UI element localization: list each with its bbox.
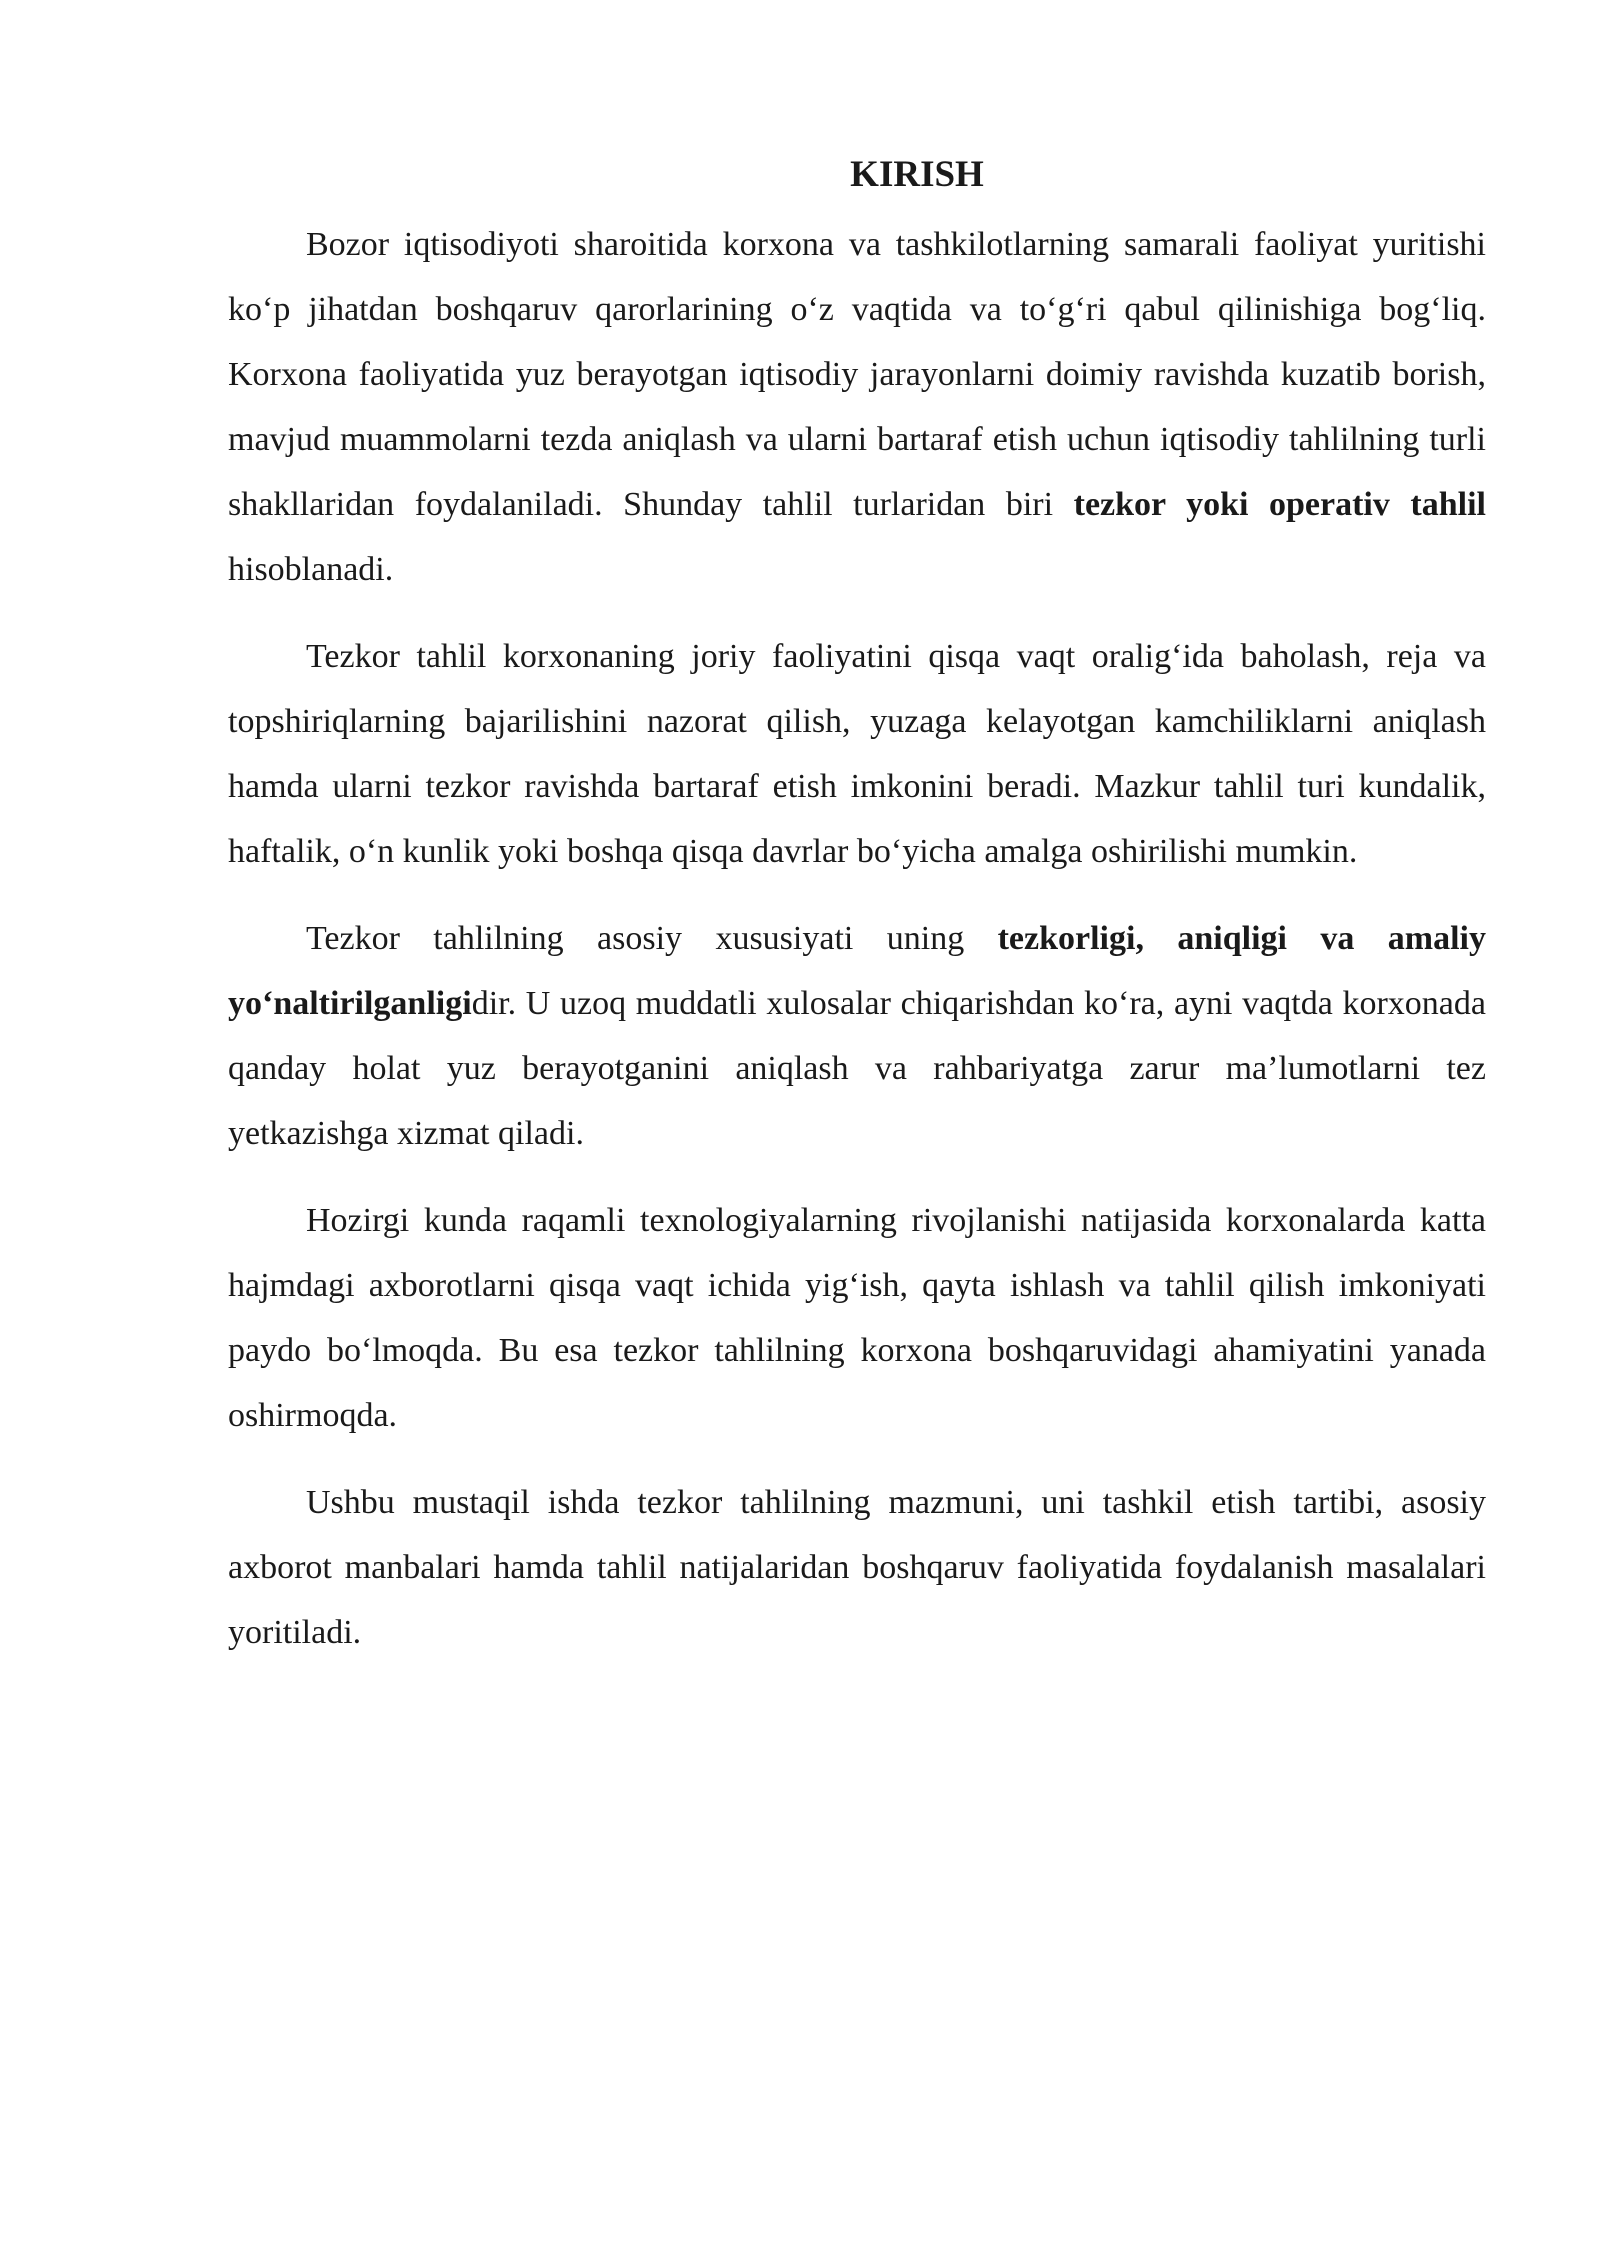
paragraph-3-text-end: dir. U uzoq muddatli xulosalar chiqarishdan ko‘ra, ayni vaqtda korxonada qanday holat yuz berayotganini aniqlash va rahbariyatga zarur ma’lumotlarni tez yetkazishga xizmat qiladi.	[228, 985, 1486, 1152]
paragraph-2: Tezkor tahlil korxonaning joriy faoliyatini qisqa vaqt oralig‘ida baholash, reja va topshiriqlarning bajarilishini nazorat qilish, yuzaga kelayotgan kamchiliklarni aniqlash hamda ularni tezkor ravishda bartaraf etish imkonini beradi. Mazkur tahlil turi kundalik, haftalik, o‘n kunlik yoki boshqa qisqa davrlar bo‘yicha amalga oshirilishi mumkin.	[228, 638, 1486, 870]
paragraph-4: Hozirgi kunda raqamli texnologiyalarning rivojlanishi natijasida korxonalarda katta hajmdagi axborotlarni qisqa vaqt ichida yig‘ish, qayta ishlash va tahlil qilish imkoniyati paydo bo‘lmoqda. Bu esa tezkor tahlilning korxona boshqaruvidagi ahamiyatini yanada oshirmoqda.	[228, 1202, 1486, 1434]
paragraph-5: Ushbu mustaqil ishda tezkor tahlilning mazmuni, uni tashkil etish tartibi, asosiy axborot manbalari hamda tahlil natijalaridan boshqaruv faoliyatida foydalanish masalalari yoritiladi.	[228, 1484, 1486, 1651]
paragraph-3	[228, 906, 1486, 1166]
paragraph-1-bold-term: tezkor yoki operativ tahlil	[1073, 486, 1486, 523]
paragraph-1	[228, 212, 1486, 602]
paragraph-3-bold-term: tezkorligi, aniqligi va amaliy yo‘naltirilganligi	[228, 920, 1486, 1022]
document-title: KIRISH	[850, 154, 984, 195]
document-page	[228, 148, 1486, 1687]
paragraph-1-text: Bozor iqtisodiyoti sharoitida korxona va tashkilotlarning samarali faoliyat yuritishi ko‘p jihatdan boshqaruv qarorlarining o‘z vaqtida va to‘g‘ri qabul qilinishiga bog‘liq. Korxona faoliyatida yuz berayotgan iqtisodiy jarayonlarni doimiy ravishda kuzatib borish, mavjud muammolarni tezda aniqlash va ularni bartaraf etish uchun iqtisodiy tahlilning turli shakllaridan foydalaniladi. Shunday tahlil turlaridan biri	[228, 226, 1486, 523]
paragraph-3-text: Tezkor tahlilning asosiy xususiyati uning	[306, 920, 998, 957]
paragraph-1-text-end: hisoblanadi.	[228, 551, 394, 588]
